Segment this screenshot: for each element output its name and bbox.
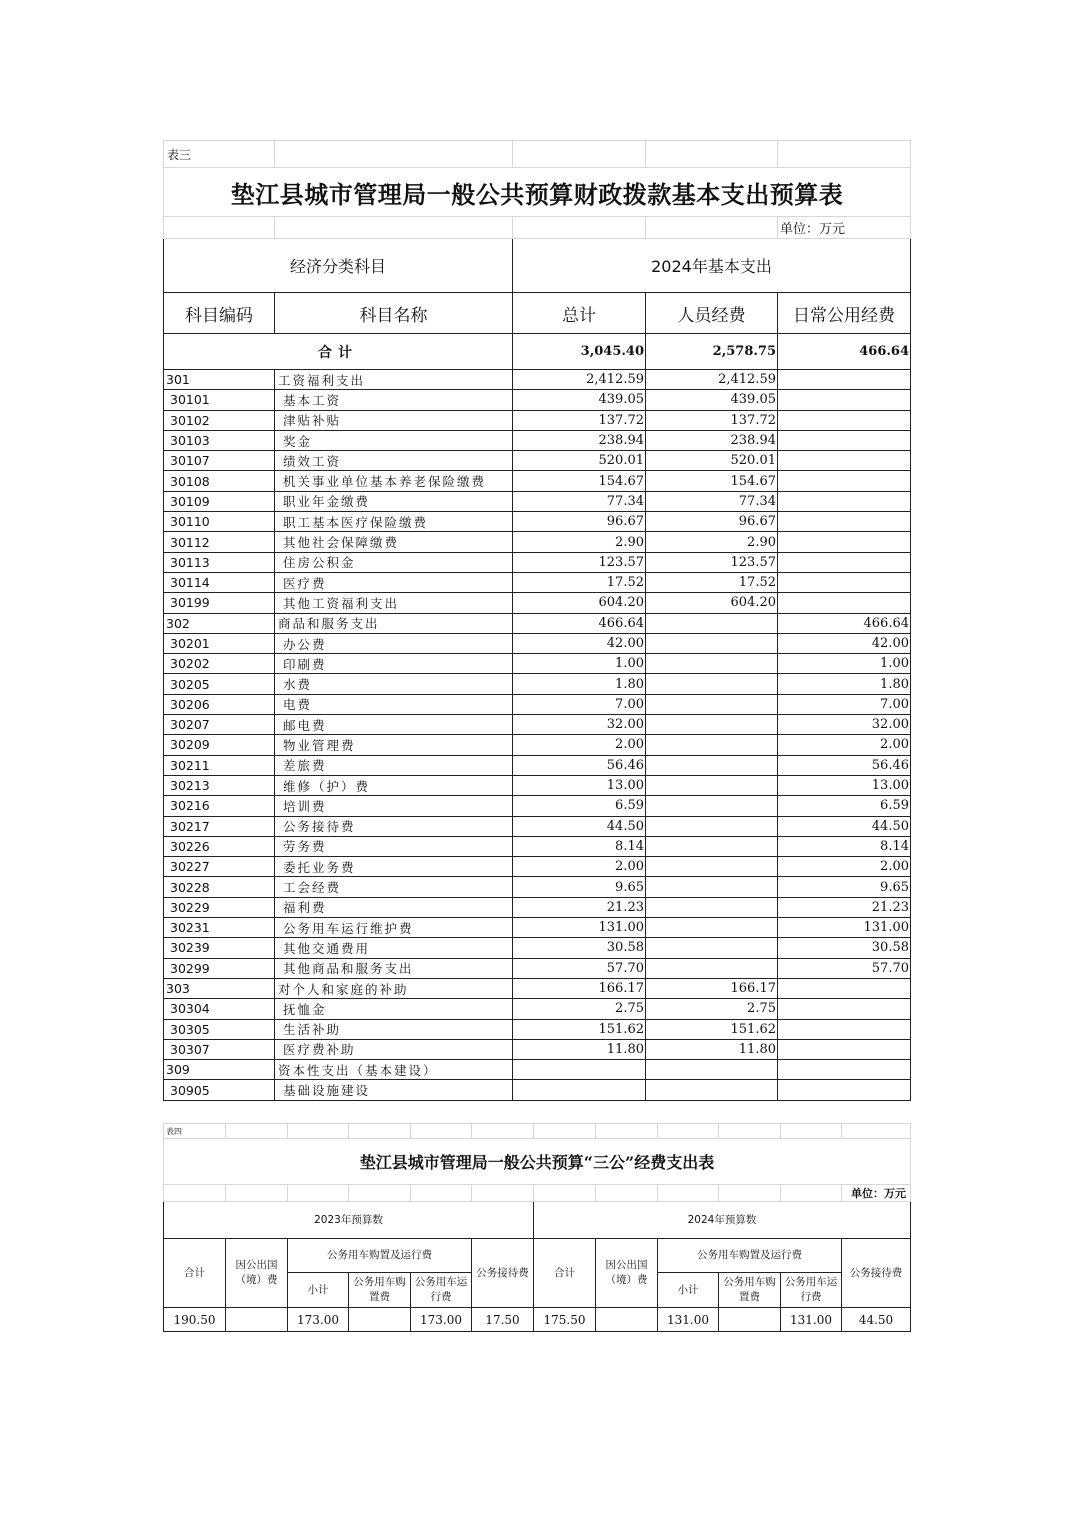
row-code: 30228 — [164, 877, 275, 897]
row-public — [778, 1019, 911, 1039]
row-total — [513, 1080, 646, 1100]
row-name: 水费 — [275, 674, 513, 694]
header-economic-category: 经济分类科目 — [164, 239, 513, 293]
row-public — [778, 999, 911, 1019]
row-public: 1.00 — [778, 654, 911, 674]
row-personnel — [646, 715, 778, 735]
row-name: 差旅费 — [275, 755, 513, 775]
row-code: 30307 — [164, 1039, 275, 1059]
row-code: 30305 — [164, 1019, 275, 1039]
row-code: 30227 — [164, 857, 275, 877]
row-code: 30113 — [164, 552, 275, 572]
row-personnel — [646, 836, 778, 856]
value-reception-2024: 44.50 — [842, 1308, 911, 1332]
row-name: 邮电费 — [275, 715, 513, 735]
total-label: 合计 — [164, 334, 513, 370]
row-code: 30205 — [164, 674, 275, 694]
row-total: 1.00 — [513, 654, 646, 674]
row-personnel — [646, 938, 778, 958]
row-code: 30108 — [164, 471, 275, 491]
header-code: 科目编码 — [164, 293, 275, 334]
row-personnel — [646, 958, 778, 978]
row-personnel — [646, 613, 778, 633]
row-name: 公务用车运行维护费 — [275, 918, 513, 938]
row-code: 30905 — [164, 1080, 275, 1100]
row-personnel: 17.52 — [646, 572, 778, 592]
row-public: 13.00 — [778, 775, 911, 795]
row-total: 151.62 — [513, 1019, 646, 1039]
row-total: 9.65 — [513, 877, 646, 897]
row-public — [778, 451, 911, 471]
row-name: 其他工资福利支出 — [275, 593, 513, 613]
row-name: 奖金 — [275, 430, 513, 450]
row-public — [778, 512, 911, 532]
row-code: 30102 — [164, 410, 275, 430]
row-total: 56.46 — [513, 755, 646, 775]
table-row — [164, 471, 911, 491]
row-code: 30226 — [164, 836, 275, 856]
row-code: 303 — [164, 978, 275, 998]
header-subtotal-2024: 小计 — [658, 1273, 719, 1308]
row-name: 印刷费 — [275, 654, 513, 674]
row-name: 生活补助 — [275, 1019, 513, 1039]
row-total: 77.34 — [513, 491, 646, 511]
values-row — [164, 1308, 911, 1332]
header-purchase-2024: 公务用车购置费 — [719, 1273, 781, 1308]
value-subtotal-2023: 173.00 — [288, 1308, 349, 1332]
row-public: 7.00 — [778, 694, 911, 714]
header-reception-2023: 公务接待费 — [472, 1239, 534, 1308]
row-public — [778, 491, 911, 511]
value-total-2023: 190.50 — [164, 1308, 226, 1332]
row-total: 2,412.59 — [513, 370, 646, 390]
header-abroad-2024: 因公出国（境）费 — [596, 1239, 658, 1308]
row-total: 6.59 — [513, 796, 646, 816]
header-personnel: 人员经费 — [646, 293, 778, 334]
row-personnel: 238.94 — [646, 430, 778, 450]
row-public: 42.00 — [778, 633, 911, 653]
table-row — [164, 857, 911, 877]
three-public-expense-table — [163, 1123, 911, 1332]
row-name: 对个人和家庭的补助 — [275, 978, 513, 998]
row-total: 21.23 — [513, 897, 646, 917]
row-name: 机关事业单位基本养老保险缴费 — [275, 471, 513, 491]
table-row — [164, 897, 911, 917]
row-total: 1.80 — [513, 674, 646, 694]
unit-label: 单位：万元 — [778, 217, 911, 239]
row-code: 30101 — [164, 390, 275, 410]
table-row — [164, 1080, 911, 1100]
table-row — [164, 775, 911, 795]
row-total: 96.67 — [513, 512, 646, 532]
table-row — [164, 613, 911, 633]
table-row — [164, 735, 911, 755]
row-public — [778, 410, 911, 430]
header-2024-basic-expenditure: 2024年基本支出 — [513, 239, 911, 293]
row-name: 物业管理费 — [275, 735, 513, 755]
unit-label: 单位：万元 — [842, 1185, 911, 1202]
row-code: 30231 — [164, 918, 275, 938]
row-total: 2.00 — [513, 735, 646, 755]
row-personnel — [646, 654, 778, 674]
row-total: 11.80 — [513, 1039, 646, 1059]
row-personnel — [646, 857, 778, 877]
table-tag: 表三 — [164, 141, 275, 168]
row-name: 培训费 — [275, 796, 513, 816]
row-name: 其他交通费用 — [275, 938, 513, 958]
row-public — [778, 390, 911, 410]
row-total: 7.00 — [513, 694, 646, 714]
row-total: 44.50 — [513, 816, 646, 836]
table-title: 垫江县城市管理局一般公共预算财政拨款基本支出预算表 — [164, 168, 911, 217]
row-total: 13.00 — [513, 775, 646, 795]
row-personnel — [646, 674, 778, 694]
row-total: 2.75 — [513, 999, 646, 1019]
total-value: 3,045.40 — [513, 334, 646, 370]
total-public: 466.64 — [778, 334, 911, 370]
row-name: 公务接待费 — [275, 816, 513, 836]
table-row — [164, 390, 911, 410]
row-personnel: 2.90 — [646, 532, 778, 552]
header-abroad-2023: 因公出国（境）费 — [226, 1239, 288, 1308]
row-public — [778, 1060, 911, 1080]
table-row — [164, 552, 911, 572]
row-total: 154.67 — [513, 471, 646, 491]
row-personnel — [646, 775, 778, 795]
table-row — [164, 918, 911, 938]
row-name: 其他社会保障缴费 — [275, 532, 513, 552]
row-public: 6.59 — [778, 796, 911, 816]
value-reception-2023: 17.50 — [472, 1308, 534, 1332]
row-code: 30202 — [164, 654, 275, 674]
header-subtotal-2023: 小计 — [288, 1273, 349, 1308]
row-personnel: 123.57 — [646, 552, 778, 572]
row-total: 30.58 — [513, 938, 646, 958]
row-name: 抚恤金 — [275, 999, 513, 1019]
table-row — [164, 572, 911, 592]
row-personnel — [646, 755, 778, 775]
row-personnel — [646, 877, 778, 897]
row-public — [778, 430, 911, 450]
row-public: 131.00 — [778, 918, 911, 938]
row-name: 劳务费 — [275, 836, 513, 856]
row-total: 604.20 — [513, 593, 646, 613]
table-row — [164, 796, 911, 816]
table-row — [164, 430, 911, 450]
row-personnel — [646, 1080, 778, 1100]
header-2023-budget: 2023年预算数 — [164, 1202, 534, 1239]
header-2024-budget: 2024年预算数 — [534, 1202, 911, 1239]
row-public — [778, 471, 911, 491]
total-row — [164, 334, 911, 370]
row-public — [778, 1039, 911, 1059]
row-name: 基本工资 — [275, 390, 513, 410]
row-name: 津贴补贴 — [275, 410, 513, 430]
basic-expenditure-table — [163, 140, 911, 1101]
table-row — [164, 715, 911, 735]
row-personnel: 520.01 — [646, 451, 778, 471]
row-code: 30216 — [164, 796, 275, 816]
row-personnel — [646, 1060, 778, 1080]
row-code: 30199 — [164, 593, 275, 613]
table-row — [164, 999, 911, 1019]
row-personnel — [646, 918, 778, 938]
table-row — [164, 410, 911, 430]
table-tag: 表四 — [164, 1124, 226, 1139]
header-name: 科目名称 — [275, 293, 513, 334]
row-name: 商品和服务支出 — [275, 613, 513, 633]
row-total: 166.17 — [513, 978, 646, 998]
header-total-2023: 合计 — [164, 1239, 226, 1308]
table-row — [164, 694, 911, 714]
row-code: 30206 — [164, 694, 275, 714]
table-row — [164, 1060, 911, 1080]
row-name: 职业年金缴费 — [275, 491, 513, 511]
row-name: 维修（护）费 — [275, 775, 513, 795]
row-public: 56.46 — [778, 755, 911, 775]
row-total: 520.01 — [513, 451, 646, 471]
row-public: 466.64 — [778, 613, 911, 633]
row-total: 131.00 — [513, 918, 646, 938]
header-vehicle-2023: 公务用车购置及运行费 — [288, 1239, 472, 1273]
row-name: 基础设施建设 — [275, 1080, 513, 1100]
value-purchase-2024 — [719, 1308, 781, 1332]
row-public: 21.23 — [778, 897, 911, 917]
value-abroad-2024 — [596, 1308, 658, 1332]
header-public: 日常公用经费 — [778, 293, 911, 334]
row-code: 30110 — [164, 512, 275, 532]
row-personnel: 11.80 — [646, 1039, 778, 1059]
row-code: 30211 — [164, 755, 275, 775]
table-row — [164, 836, 911, 856]
row-public: 57.70 — [778, 958, 911, 978]
row-public — [778, 370, 911, 390]
table-row — [164, 755, 911, 775]
row-public — [778, 532, 911, 552]
table-row — [164, 654, 911, 674]
header-purchase-2023: 公务用车购置费 — [349, 1273, 411, 1308]
row-personnel — [646, 735, 778, 755]
row-code: 30239 — [164, 938, 275, 958]
row-public — [778, 593, 911, 613]
row-total: 17.52 — [513, 572, 646, 592]
row-code: 30109 — [164, 491, 275, 511]
table-row — [164, 816, 911, 836]
row-code: 30304 — [164, 999, 275, 1019]
row-public — [778, 1080, 911, 1100]
header-total-2024: 合计 — [534, 1239, 596, 1308]
row-public: 2.00 — [778, 735, 911, 755]
row-name: 医疗费补助 — [275, 1039, 513, 1059]
table-row — [164, 593, 911, 613]
table-row — [164, 978, 911, 998]
row-public: 30.58 — [778, 938, 911, 958]
row-name: 绩效工资 — [275, 451, 513, 471]
value-total-2024: 175.50 — [534, 1308, 596, 1332]
row-name: 医疗费 — [275, 572, 513, 592]
row-total: 439.05 — [513, 390, 646, 410]
row-code: 30217 — [164, 816, 275, 836]
row-name: 电费 — [275, 694, 513, 714]
row-personnel: 151.62 — [646, 1019, 778, 1039]
row-total: 137.72 — [513, 410, 646, 430]
table-row — [164, 512, 911, 532]
value-operation-2023: 173.00 — [411, 1308, 472, 1332]
row-name: 职工基本医疗保险缴费 — [275, 512, 513, 532]
table-row — [164, 491, 911, 511]
row-total: 2.90 — [513, 532, 646, 552]
row-public — [778, 978, 911, 998]
row-personnel — [646, 694, 778, 714]
table-row — [164, 633, 911, 653]
row-total: 123.57 — [513, 552, 646, 572]
row-personnel: 2,412.59 — [646, 370, 778, 390]
table-row — [164, 958, 911, 978]
row-public: 9.65 — [778, 877, 911, 897]
table-row — [164, 370, 911, 390]
value-purchase-2023 — [349, 1308, 411, 1332]
row-code: 30114 — [164, 572, 275, 592]
header-vehicle-2024: 公务用车购置及运行费 — [658, 1239, 842, 1273]
value-subtotal-2024: 131.00 — [658, 1308, 719, 1332]
row-total: 32.00 — [513, 715, 646, 735]
total-personnel: 2,578.75 — [646, 334, 778, 370]
table-row — [164, 532, 911, 552]
table-row — [164, 938, 911, 958]
value-abroad-2023 — [226, 1308, 288, 1332]
table-row — [164, 1039, 911, 1059]
row-name: 资本性支出（基本建设） — [275, 1060, 513, 1080]
row-personnel — [646, 796, 778, 816]
row-total: 8.14 — [513, 836, 646, 856]
row-name: 住房公积金 — [275, 552, 513, 572]
table-row — [164, 674, 911, 694]
row-name: 委托业务费 — [275, 857, 513, 877]
row-personnel: 96.67 — [646, 512, 778, 532]
row-code: 309 — [164, 1060, 275, 1080]
row-code: 30207 — [164, 715, 275, 735]
row-code: 30229 — [164, 897, 275, 917]
row-name: 工会经费 — [275, 877, 513, 897]
row-public: 8.14 — [778, 836, 911, 856]
table-row — [164, 451, 911, 471]
row-code: 30201 — [164, 633, 275, 653]
row-total: 238.94 — [513, 430, 646, 450]
row-total: 466.64 — [513, 613, 646, 633]
table-row — [164, 877, 911, 897]
row-personnel: 137.72 — [646, 410, 778, 430]
header-operation-2024: 公务用车运行费 — [781, 1273, 842, 1308]
row-name: 福利费 — [275, 897, 513, 917]
row-personnel: 604.20 — [646, 593, 778, 613]
header-reception-2024: 公务接待费 — [842, 1239, 911, 1308]
row-total — [513, 1060, 646, 1080]
row-code: 302 — [164, 613, 275, 633]
value-operation-2024: 131.00 — [781, 1308, 842, 1332]
row-code: 30103 — [164, 430, 275, 450]
row-code: 30299 — [164, 958, 275, 978]
row-personnel: 439.05 — [646, 390, 778, 410]
row-code: 30107 — [164, 451, 275, 471]
row-personnel — [646, 897, 778, 917]
row-name: 工资福利支出 — [275, 370, 513, 390]
row-code: 30209 — [164, 735, 275, 755]
header-total: 总计 — [513, 293, 646, 334]
row-public — [778, 552, 911, 572]
row-name: 其他商品和服务支出 — [275, 958, 513, 978]
row-public: 32.00 — [778, 715, 911, 735]
row-total: 2.00 — [513, 857, 646, 877]
row-personnel — [646, 633, 778, 653]
row-total: 42.00 — [513, 633, 646, 653]
header-operation-2023: 公务用车运行费 — [411, 1273, 472, 1308]
row-personnel — [646, 816, 778, 836]
table-row — [164, 1019, 911, 1039]
row-personnel: 2.75 — [646, 999, 778, 1019]
row-code: 30112 — [164, 532, 275, 552]
row-name: 办公费 — [275, 633, 513, 653]
row-code: 30213 — [164, 775, 275, 795]
row-personnel: 77.34 — [646, 491, 778, 511]
row-personnel: 166.17 — [646, 978, 778, 998]
row-total: 57.70 — [513, 958, 646, 978]
row-public: 1.80 — [778, 674, 911, 694]
row-public: 44.50 — [778, 816, 911, 836]
row-public: 2.00 — [778, 857, 911, 877]
row-public — [778, 572, 911, 592]
table-title: 垫江县城市管理局一般公共预算“三公”经费支出表 — [164, 1139, 911, 1185]
row-personnel: 154.67 — [646, 471, 778, 491]
row-code: 301 — [164, 370, 275, 390]
